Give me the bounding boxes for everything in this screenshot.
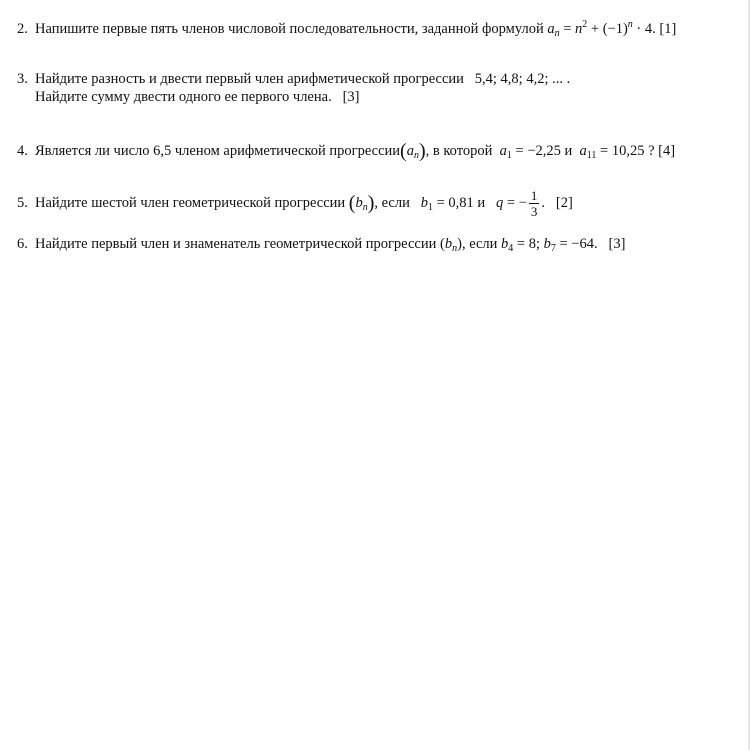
- q-eq: = −: [506, 194, 527, 211]
- q-numerator: 1: [530, 188, 538, 203]
- cond-1-value: = 8;: [513, 236, 541, 252]
- formula: [547, 21, 655, 37]
- cond-2-sub: 7: [550, 243, 556, 254]
- task-text: Найдите сумму двести одного ее первого члена.: [35, 89, 332, 105]
- paren-open: (: [348, 191, 356, 214]
- formula-power: 2: [582, 19, 588, 30]
- task-4: [17, 142, 675, 165]
- task-number: 4.: [17, 143, 28, 159]
- cond-2-var: a: [579, 143, 587, 159]
- task-number: 6.: [17, 236, 28, 252]
- cond-2-var: b: [543, 236, 551, 252]
- formula-eq: =: [559, 21, 576, 37]
- task-2: [17, 16, 676, 43]
- q-fraction: [529, 189, 540, 218]
- task-text: Напишите первые пять членов числовой последовательности, заданной формулой: [35, 21, 544, 37]
- task-3: [17, 70, 570, 106]
- seq-var: a: [406, 143, 414, 159]
- seq-sub: n: [362, 201, 368, 213]
- formula-var: a: [547, 21, 555, 37]
- paren-open: (: [440, 236, 445, 252]
- paren-close: ): [367, 191, 375, 214]
- task-mid: , если: [374, 194, 410, 211]
- cond-1-var: b: [420, 194, 428, 211]
- paren-close: ): [457, 236, 462, 252]
- task-points: [4]: [658, 143, 676, 159]
- cond-2-value: = −64.: [555, 236, 598, 252]
- task-number: 5.: [17, 194, 28, 211]
- task-text: Найдите разность и двести первый член арифметической прогрессии: [35, 71, 464, 87]
- task-mid: , в которой: [425, 143, 493, 159]
- seq-var: b: [355, 194, 363, 211]
- task-points: [1]: [659, 21, 677, 37]
- formula-tail: · 4.: [632, 21, 656, 37]
- cond-1-sub: 1: [427, 201, 433, 213]
- task-points: [3]: [342, 89, 360, 105]
- task-5: [17, 189, 573, 218]
- cond-1-sub: 1: [506, 150, 512, 161]
- task-number: 2.: [17, 21, 28, 37]
- cond-1-value: = −2,25 и: [515, 143, 573, 159]
- task-line-1: [17, 70, 570, 88]
- cond-1-var: a: [499, 143, 507, 159]
- seq-sub: n: [413, 150, 419, 161]
- task-mid: , если: [461, 236, 498, 252]
- seq-sub: n: [452, 243, 458, 254]
- cond-1-value: = 0,81 и: [436, 194, 486, 211]
- task-text: Является ли число 6,5 членом арифметической прогрессии: [35, 143, 401, 159]
- cond-2-value: = 10,25 ?: [600, 143, 655, 159]
- formula-plus: + (−1): [587, 21, 628, 37]
- task-text: Найдите первый член и знаменатель геометрической прогрессии: [35, 236, 437, 252]
- formula-n: n: [575, 21, 583, 37]
- cond-1-var: b: [501, 236, 509, 252]
- q-denominator: 3: [530, 204, 538, 219]
- task-sequence: 5,4; 4,8; 4,2; ... .: [474, 71, 571, 87]
- seq-var: b: [444, 236, 453, 252]
- cond-1-sub: 4: [508, 243, 514, 254]
- task-points: [2]: [555, 194, 573, 211]
- cond-2-sub: 11: [586, 150, 597, 161]
- paren-close: ): [418, 140, 426, 162]
- task-points: [3]: [608, 236, 626, 252]
- formula-power-n: n: [627, 19, 633, 30]
- paren-open: (: [400, 140, 407, 162]
- task-6: [17, 235, 625, 258]
- q-var: q: [496, 194, 504, 211]
- task-end: .: [541, 194, 546, 211]
- task-line-2: [17, 88, 570, 106]
- task-text: Найдите шестой член геометрической прогрессии: [35, 194, 346, 211]
- formula-sub: n: [554, 28, 560, 39]
- task-number: 3.: [17, 71, 28, 87]
